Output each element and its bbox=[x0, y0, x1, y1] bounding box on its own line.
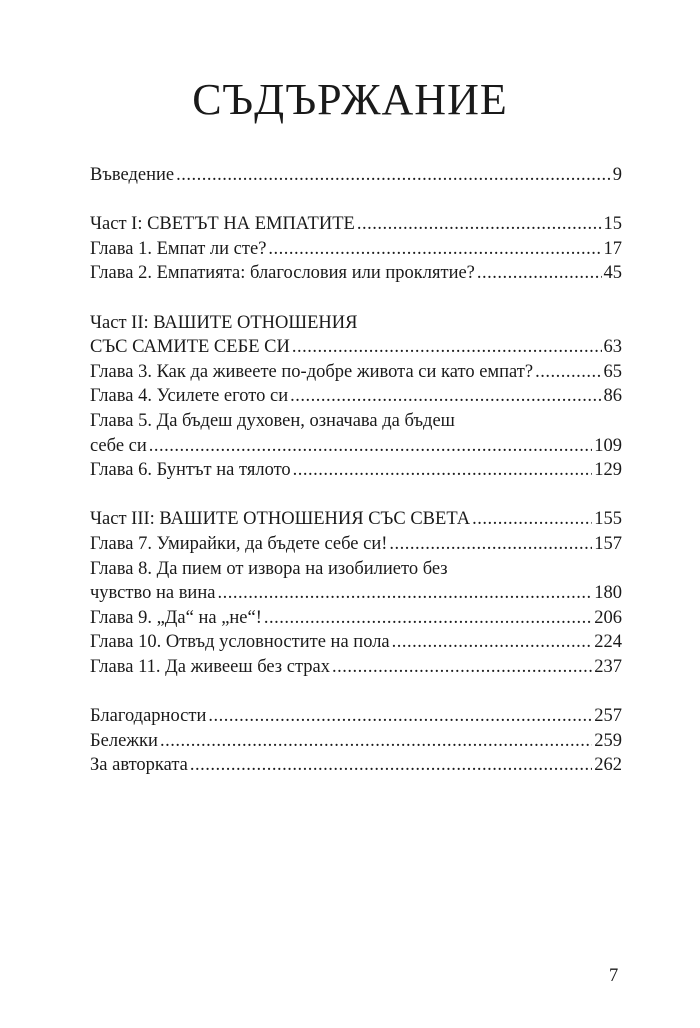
toc-entry-page: 9 bbox=[612, 165, 622, 185]
toc-entry bbox=[90, 384, 622, 409]
toc-entry bbox=[90, 630, 622, 655]
dot-leader bbox=[208, 704, 592, 729]
dot-leader bbox=[264, 606, 592, 631]
toc-entry bbox=[90, 237, 622, 262]
toc-entry-page: 206 bbox=[594, 607, 622, 628]
toc-entry-label: Глава 5. Да бъдеш духовен, означава да бъдеш bbox=[90, 410, 455, 431]
toc-entry-page: 17 bbox=[603, 238, 622, 259]
toc-entry bbox=[90, 212, 622, 237]
toc-entry bbox=[90, 507, 622, 532]
toc-section bbox=[90, 311, 622, 483]
toc-entry bbox=[90, 458, 622, 483]
toc-entry bbox=[90, 729, 622, 754]
toc-entry bbox=[90, 655, 622, 680]
toc-entry-page: 157 bbox=[594, 533, 622, 554]
toc-entry-label: Глава 11. Да живееш без страх bbox=[90, 656, 330, 677]
toc-entry-page: 86 bbox=[603, 386, 622, 407]
toc-entry bbox=[90, 409, 622, 434]
toc-entry bbox=[90, 311, 622, 336]
dot-leader bbox=[535, 360, 601, 385]
toc-entry bbox=[90, 581, 622, 606]
toc-entry-page: 65 bbox=[603, 361, 622, 382]
toc-entry bbox=[90, 360, 622, 385]
toc-entry bbox=[90, 163, 622, 188]
toc-entry-page: 224 bbox=[594, 632, 622, 653]
toc-entry-label: Част II: ВАШИТЕ ОТНОШЕНИЯ bbox=[90, 312, 358, 333]
toc-entry-page: 45 bbox=[603, 263, 622, 284]
dot-leader bbox=[176, 163, 611, 188]
toc-entry bbox=[90, 335, 622, 360]
toc-entry-label: Глава 3. Как да живеете по-добре живота си като емпат? bbox=[90, 361, 534, 382]
toc-entry-label: Част I: СВЕТЪТ НА ЕМПАТИТЕ bbox=[90, 214, 355, 235]
toc-entry-label: Глава 4. Усилете егото си bbox=[90, 386, 289, 407]
toc-entry-page: 63 bbox=[603, 337, 622, 358]
dot-leader bbox=[389, 532, 592, 557]
toc-entry-label: Глава 1. Емпат ли сте? bbox=[90, 238, 267, 259]
toc-entry-page: 129 bbox=[594, 460, 622, 481]
toc-entry-page: 257 bbox=[594, 706, 622, 727]
table-of-contents bbox=[90, 163, 622, 802]
toc-entry-label: Глава 7. Умирайки, да бъдете себе си! bbox=[90, 533, 388, 554]
toc-entry-label: Глава 2. Емпатията: благословия или проклятие? bbox=[90, 263, 475, 284]
toc-entry-label: Глава 8. Да пием от извора на изобилието без bbox=[90, 558, 448, 579]
dot-leader bbox=[268, 237, 601, 262]
dot-leader bbox=[293, 458, 593, 483]
dot-leader bbox=[357, 212, 602, 237]
toc-entry-label: Глава 9. „Да“ на „не“! bbox=[90, 607, 262, 628]
toc-section bbox=[90, 163, 622, 188]
toc-entry bbox=[90, 532, 622, 557]
toc-section bbox=[90, 704, 622, 778]
dot-leader bbox=[477, 261, 602, 286]
dot-leader bbox=[472, 507, 592, 532]
toc-entry-label: Част III: ВАШИТЕ ОТНОШЕНИЯ СЪС СВЕТА bbox=[90, 509, 471, 530]
toc-entry-page: 262 bbox=[594, 755, 622, 776]
page-number: 7 bbox=[609, 966, 619, 986]
dot-leader bbox=[392, 630, 593, 655]
toc-entry-page: 237 bbox=[594, 656, 622, 677]
toc-entry-page: 109 bbox=[594, 435, 622, 456]
toc-entry-page: 15 bbox=[603, 214, 622, 235]
toc-section bbox=[90, 507, 622, 679]
toc-entry-label: СЪС САМИТЕ СЕБЕ СИ bbox=[90, 337, 290, 358]
dot-leader bbox=[290, 384, 601, 409]
toc-entry-label: Глава 10. Отвъд условностите на пола bbox=[90, 632, 390, 653]
page-title: СЪДЪРЖАНИЕ bbox=[192, 75, 508, 124]
toc-entry bbox=[90, 557, 622, 582]
dot-leader bbox=[217, 581, 592, 606]
dot-leader bbox=[292, 335, 602, 360]
toc-entry-label: Въведение bbox=[90, 165, 175, 185]
toc-entry-label: себе си bbox=[90, 435, 147, 456]
toc-entry-label: Глава 6. Бунтът на тялото bbox=[90, 460, 291, 481]
dot-leader bbox=[190, 753, 592, 778]
dot-leader bbox=[332, 655, 592, 680]
toc-entry-page: 259 bbox=[594, 730, 622, 751]
toc-entry-label: чувство на вина bbox=[90, 583, 216, 604]
toc-entry bbox=[90, 434, 622, 459]
dot-leader bbox=[160, 729, 592, 754]
toc-entry-page: 180 bbox=[594, 583, 622, 604]
toc-entry bbox=[90, 753, 622, 778]
toc-entry-page: 155 bbox=[594, 509, 622, 530]
toc-entry bbox=[90, 261, 622, 286]
dot-leader bbox=[149, 434, 592, 459]
toc-entry bbox=[90, 704, 622, 729]
toc-entry bbox=[90, 606, 622, 631]
toc-section bbox=[90, 212, 622, 286]
toc-entry-label: Благодарности bbox=[90, 706, 207, 727]
toc-entry-label: За авторката bbox=[90, 755, 188, 776]
toc-entry-label: Бележки bbox=[90, 730, 158, 751]
